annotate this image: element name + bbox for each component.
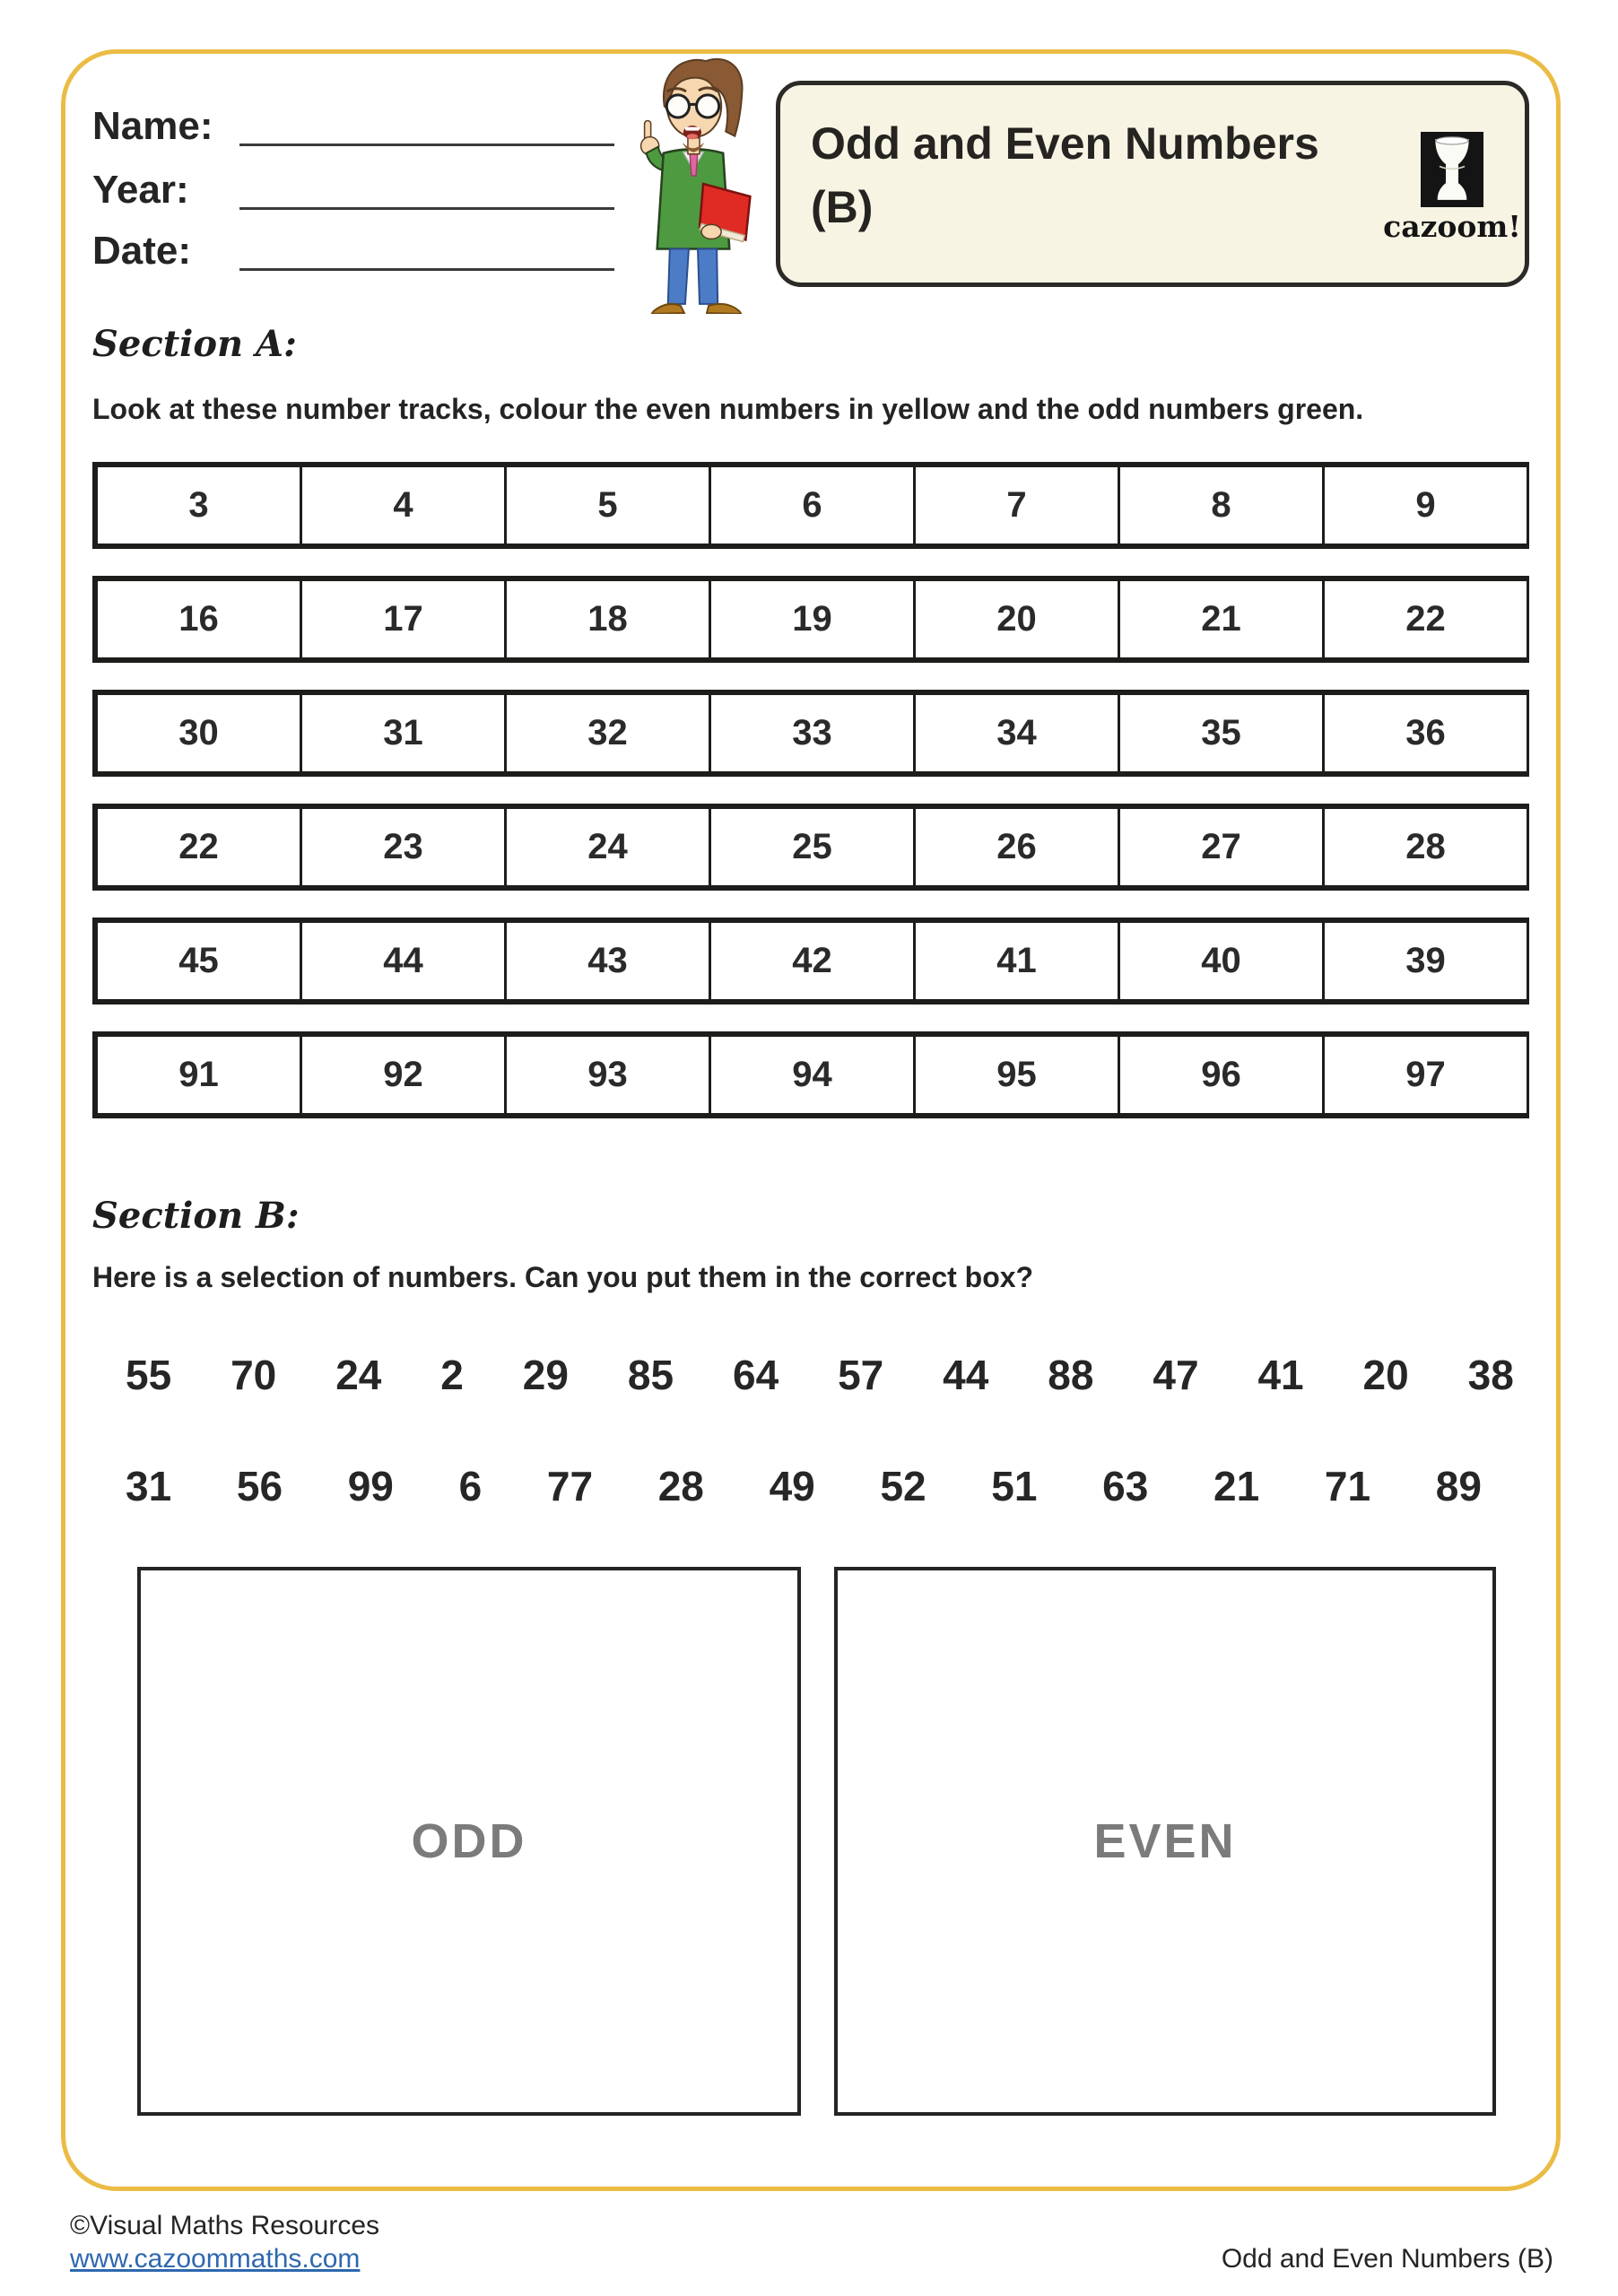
selection-number[interactable]: 56 [236, 1463, 283, 1509]
odd-box-label: ODD [411, 1814, 527, 1868]
track-cell[interactable]: 21 [1118, 581, 1322, 657]
selection-number[interactable]: 52 [880, 1463, 926, 1509]
jeans [668, 249, 689, 304]
track-cell[interactable]: 7 [913, 467, 1118, 544]
track-cell[interactable]: 16 [95, 581, 300, 657]
selection-number[interactable]: 85 [627, 1352, 674, 1398]
teacher-cartoon-illustration [617, 52, 777, 314]
selection-number[interactable]: 70 [231, 1352, 277, 1398]
track-cell[interactable]: 30 [95, 695, 300, 771]
worksheet-title-box [776, 81, 1529, 287]
track-cell[interactable]: 97 [1322, 1037, 1527, 1113]
date-label: Date: [92, 229, 192, 273]
track-cell[interactable]: 22 [95, 809, 300, 885]
number-track-1 [92, 462, 1529, 549]
odd-sort-box[interactable] [137, 1567, 801, 2116]
track-cell[interactable]: 17 [300, 581, 504, 657]
selection-number[interactable]: 63 [1102, 1463, 1149, 1509]
selection-number[interactable]: 6 [458, 1463, 483, 1509]
track-cell[interactable]: 36 [1322, 695, 1527, 771]
selection-number[interactable]: 77 [546, 1463, 594, 1509]
track-cell[interactable]: 3 [95, 467, 300, 544]
track-cell[interactable]: 91 [95, 1037, 300, 1113]
track-cell[interactable]: 24 [504, 809, 709, 885]
selection-number[interactable]: 99 [347, 1463, 394, 1509]
section-b-instruction: Here is a selection of numbers. Can you put them in the correct box? [92, 1261, 1034, 1293]
selection-number[interactable]: 38 [1467, 1352, 1514, 1398]
selection-numbers-row-1 [126, 1350, 1514, 1400]
section-a-instruction: Look at these number tracks, colour the even numbers in yellow and the odd numbers green. [92, 393, 1364, 425]
selection-number[interactable]: 24 [335, 1352, 382, 1398]
selection-number[interactable]: 44 [943, 1352, 989, 1398]
date-input-line[interactable] [239, 268, 614, 271]
name-label: Name: [92, 104, 213, 148]
track-cell[interactable]: 22 [1322, 581, 1527, 657]
selection-number[interactable]: 28 [657, 1463, 704, 1509]
cazoom-wordmark: cazoom! [1383, 209, 1521, 244]
track-cell[interactable]: 93 [504, 1037, 709, 1113]
selection-number[interactable]: 21 [1214, 1463, 1260, 1509]
selection-number[interactable]: 89 [1435, 1463, 1482, 1509]
track-cell[interactable]: 31 [300, 695, 504, 771]
even-sort-box[interactable] [834, 1567, 1496, 2116]
track-cell[interactable]: 92 [300, 1037, 504, 1113]
even-box-label: EVEN [1093, 1814, 1237, 1868]
year-label: Year: [92, 168, 189, 212]
track-cell[interactable]: 25 [709, 809, 913, 885]
selection-number[interactable]: 20 [1362, 1352, 1409, 1398]
track-cell[interactable]: 23 [300, 809, 504, 885]
number-track-3 [92, 690, 1529, 777]
track-cell[interactable]: 95 [913, 1037, 1118, 1113]
track-cell[interactable]: 43 [504, 923, 709, 999]
selection-number[interactable]: 64 [732, 1352, 779, 1398]
track-cell[interactable]: 20 [913, 581, 1118, 657]
selection-number[interactable]: 49 [769, 1463, 815, 1509]
track-cell[interactable]: 8 [1118, 467, 1322, 544]
track-cell[interactable]: 4 [300, 467, 504, 544]
track-cell[interactable]: 32 [504, 695, 709, 771]
selection-number[interactable]: 71 [1324, 1463, 1371, 1509]
selection-number[interactable]: 55 [126, 1352, 172, 1398]
track-cell[interactable]: 9 [1322, 467, 1527, 544]
shoe [652, 304, 684, 314]
selection-number[interactable]: 51 [991, 1463, 1038, 1509]
selection-number[interactable]: 29 [522, 1352, 569, 1398]
cazoom-drum-icon [1419, 132, 1485, 207]
section-a-heading: Section A: [92, 323, 297, 365]
worksheet-title: Odd and Even Numbers (B) [811, 118, 1319, 232]
track-cell[interactable]: 39 [1322, 923, 1527, 999]
cazoommaths-link[interactable]: www.cazoommaths.com [70, 2244, 361, 2274]
track-cell[interactable]: 41 [913, 923, 1118, 999]
track-cell[interactable]: 33 [709, 695, 913, 771]
track-cell[interactable]: 44 [300, 923, 504, 999]
track-cell[interactable]: 28 [1322, 809, 1527, 885]
track-cell[interactable]: 18 [504, 581, 709, 657]
track-cell[interactable]: 40 [1118, 923, 1322, 999]
selection-number[interactable]: 57 [838, 1352, 884, 1398]
track-cell[interactable]: 94 [709, 1037, 913, 1113]
selection-number[interactable]: 47 [1153, 1352, 1199, 1398]
number-track-6 [92, 1031, 1529, 1118]
selection-number[interactable]: 2 [440, 1352, 464, 1398]
selection-numbers-row-2 [126, 1461, 1482, 1511]
track-cell[interactable]: 35 [1118, 695, 1322, 771]
number-track-2 [92, 576, 1529, 663]
selection-number[interactable]: 88 [1048, 1352, 1094, 1398]
track-cell[interactable]: 34 [913, 695, 1118, 771]
glasses-icon [666, 95, 689, 117]
year-input-line[interactable] [239, 207, 614, 210]
footer-worksheet-name: Odd and Even Numbers (B) [1221, 2244, 1553, 2274]
name-input-line[interactable] [239, 144, 614, 146]
track-cell[interactable]: 5 [504, 467, 709, 544]
track-cell[interactable]: 96 [1118, 1037, 1322, 1113]
track-cell[interactable]: 45 [95, 923, 300, 999]
track-cell[interactable]: 27 [1118, 809, 1322, 885]
copyright-text: ©Visual Maths Resources [70, 2211, 380, 2240]
section-b-heading: Section B: [92, 1195, 300, 1237]
track-cell[interactable]: 19 [709, 581, 913, 657]
track-cell[interactable]: 42 [709, 923, 913, 999]
tie [690, 152, 698, 176]
number-track-5 [92, 918, 1529, 1004]
track-cell[interactable]: 26 [913, 809, 1118, 885]
selection-number[interactable]: 31 [126, 1463, 172, 1509]
number-track-4 [92, 804, 1529, 891]
track-cell[interactable]: 6 [709, 467, 913, 544]
selection-number[interactable]: 41 [1257, 1352, 1304, 1398]
